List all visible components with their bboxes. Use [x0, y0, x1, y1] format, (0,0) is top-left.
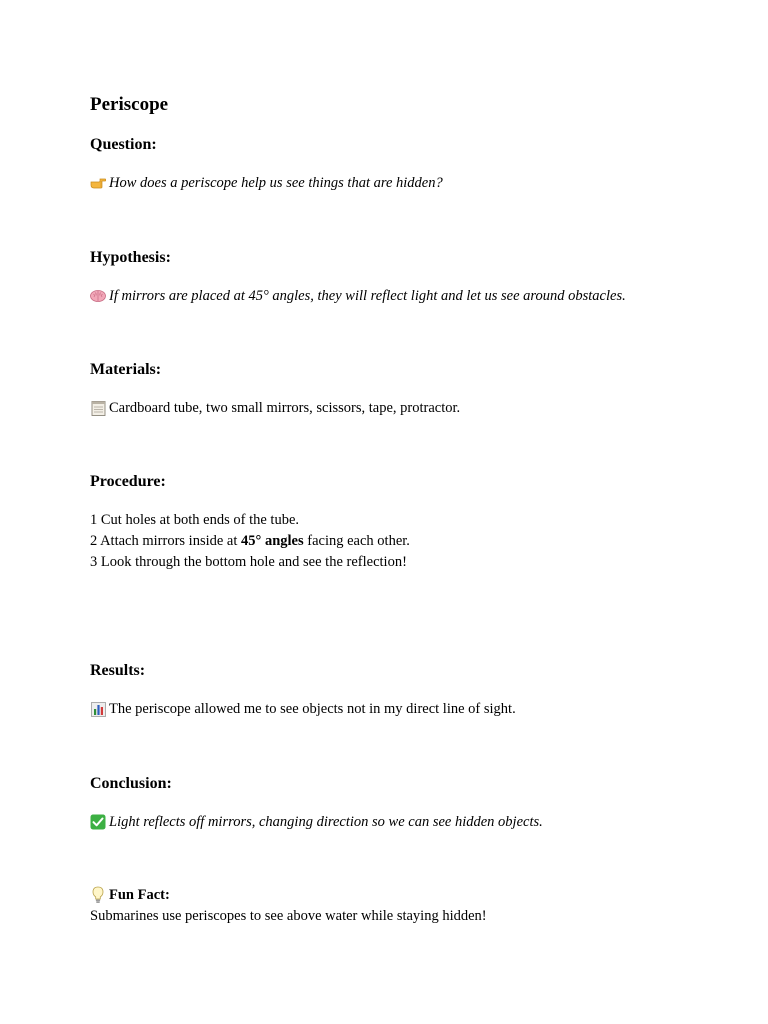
results-heading: Results:: [90, 662, 146, 679]
step-text: Cut holes at both ends of the tube.: [100, 512, 300, 528]
question-text: How does a periscope help us see things that are hidden?: [109, 175, 443, 191]
bar-chart-icon: [90, 701, 106, 717]
step-number: 1: [90, 512, 98, 528]
materials-heading: Materials:: [90, 361, 162, 378]
fun-fact-text: Submarines use periscopes to see above water while staying hidden!: [90, 908, 487, 924]
results-text: The periscope allowed me to see objects not in my direct line of sight.: [109, 701, 516, 717]
hypothesis-text: If mirrors are placed at 45° angles, they will reflect light and let us see around obstacles.: [109, 288, 626, 304]
procedure-heading: Procedure:: [90, 473, 166, 490]
procedure-step-2: [90, 531, 410, 551]
step-text-bold: 45° angles: [241, 533, 304, 549]
conclusion-heading: Conclusion:: [90, 775, 172, 792]
conclusion-text-line: [90, 812, 543, 832]
materials-text: Cardboard tube, two small mirrors, scissors, tape, protractor.: [109, 400, 461, 416]
step-number: 3: [90, 554, 98, 570]
question-text-line: [90, 173, 443, 193]
step-text-after: facing each other.: [303, 533, 410, 549]
check-mark-icon: [90, 814, 106, 830]
step-text-before: Attach mirrors inside at: [100, 533, 242, 549]
page-title: Periscope: [90, 94, 169, 115]
notepad-icon: [90, 400, 106, 416]
conclusion-text: Light reflects off mirrors, changing direction so we can see hidden objects.: [109, 814, 543, 830]
pointing-hand-icon: [90, 175, 106, 191]
step-number: 2: [90, 533, 98, 549]
procedure-step-3: [90, 552, 407, 572]
results-text-line: [90, 699, 516, 719]
materials-text-line: [90, 398, 460, 418]
fun-fact-heading-line: [90, 884, 170, 904]
brain-icon: [90, 288, 106, 304]
question-heading: Question:: [90, 136, 157, 153]
hypothesis-text-line: [90, 286, 626, 306]
procedure-step-1: [90, 510, 299, 530]
fun-fact-heading: Fun Fact:: [109, 887, 170, 903]
step-text: Look through the bottom hole and see the reflection!: [100, 554, 407, 570]
hypothesis-heading: Hypothesis:: [90, 249, 171, 266]
light-bulb-icon: [90, 884, 106, 904]
